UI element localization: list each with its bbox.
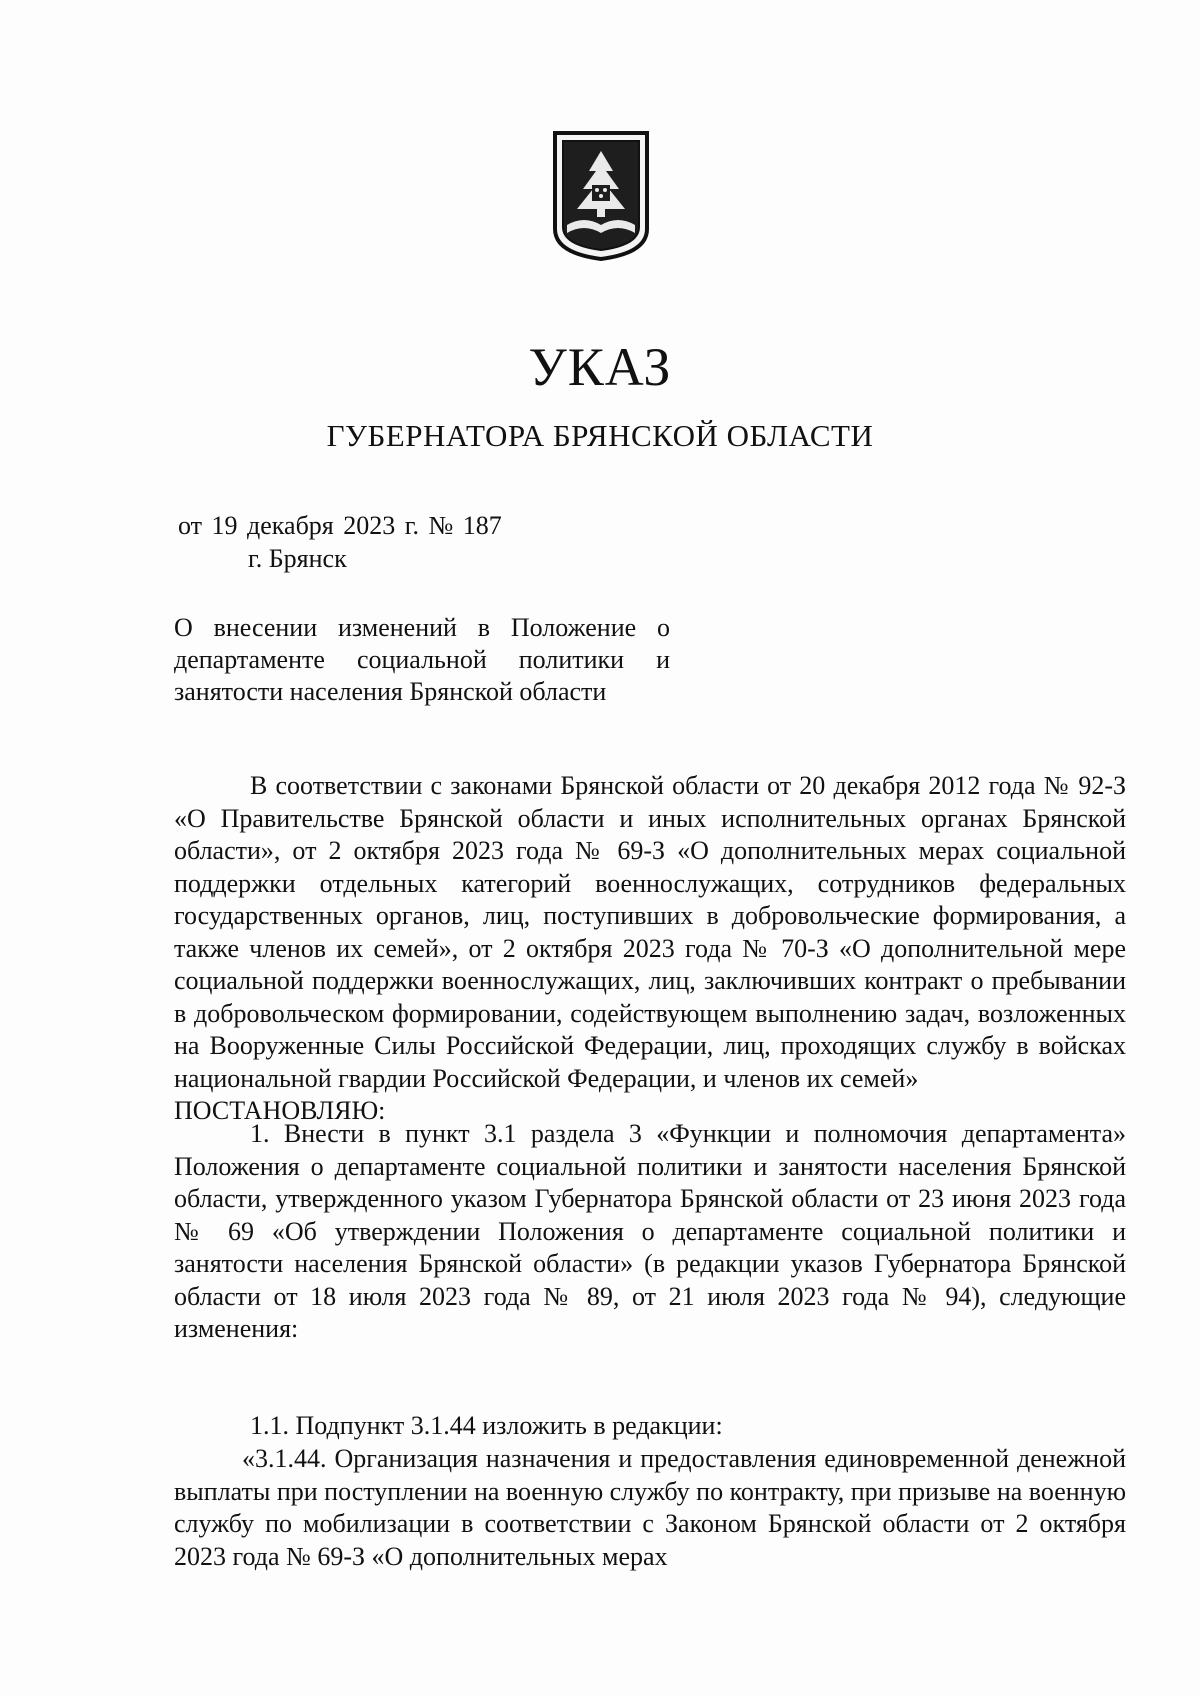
item-1-1-paragraph: 1.1. Подпункт 3.1.44 изложить в редакции: <box>250 1411 723 1440</box>
city-line: г. Брянск <box>248 544 347 573</box>
bryansk-coat-of-arms-icon <box>551 129 651 263</box>
item-3-1-44-text: «3.1.44. Организация назначения и предоставления единовременной денежной выплаты при поступлении на военную службу по контракту, при призыве на военную службу по мобилизации в соответствии с Законом Брянской области от 2 октября 2023 года № 69-З «О дополнительных мерах <box>174 1444 1126 1571</box>
item-1-paragraph: 1. Внести в пункт 3.1 раздела 3 «Функции и полномочия департамента» Положения о департаменте социальной политики и занятости населения Брянской области, утвержденного указом Губернатора Брянской области от 23 июня 2023 года № 69 «Об утверждении Положения о департаменте социальной политики и занятости населения Брянской области» (в редакции указов Губернатора Брянской области от 18 июля 2023 года № 89, от 21 июля 2023 года № 94), следующие изменения: <box>174 1119 1126 1343</box>
document-title: УКАЗ <box>528 337 672 397</box>
document-issuer: ГУБЕРНАТОРА БРЯНСКОЙ ОБЛАСТИ <box>326 418 874 453</box>
preamble-text: В соответствии с законами Брянской области от 20 декабря 2012 года № 92-З «О Правительстве Брянской области и иных исполнительных органах Брянской области», от 2 октября 2023 года № 69-З «О дополнительных мерах социальной поддержки отдельных категорий военнослужащих, сотрудников федеральных государственных органов, лиц, поступивших в добровольческие формирования, а также членов их семей», от 2 октября 2023 года № 70-З «О дополнительной мере социальной поддержки военнослужащих, лиц, заключивших контракт о пребывании в добровольческом формировании, содействующем выполнению задач, возложенных на Вооруженные Силы Российской Федерации, лиц, проходящих службу в войсках национальной гвардии Российской Федерации, и членов их семей» <box>174 771 1126 1093</box>
decree-subject: О внесении изменений в Положение о департаменте социальной политики и занятости населения Брянской области <box>174 613 670 706</box>
preamble-paragraph <box>174 770 1126 1128</box>
decree-word: ПОСТАНОВЛЯЮ: <box>174 1096 386 1125</box>
date-number-line: от 19 декабря 2023 г. № 187 <box>178 511 502 540</box>
